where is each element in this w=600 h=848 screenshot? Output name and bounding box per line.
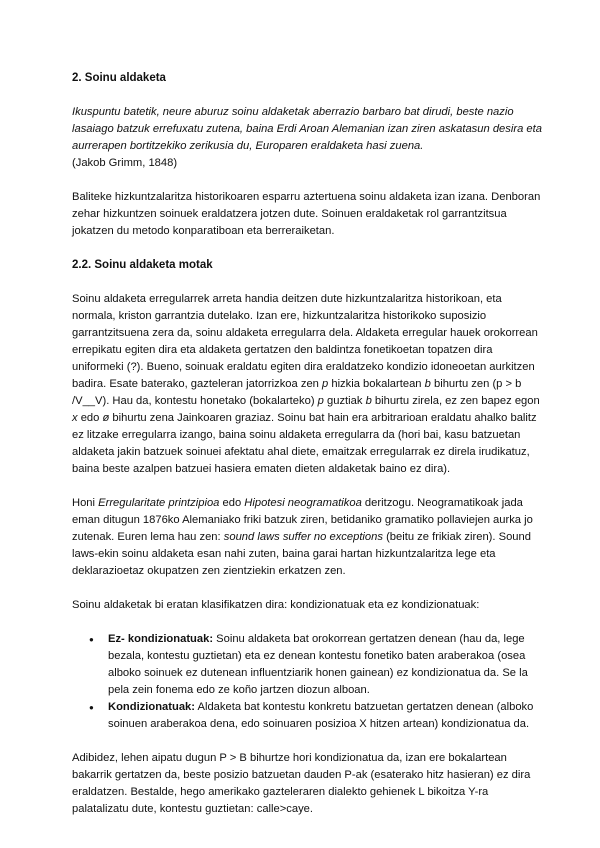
motto: sound laws suffer no exceptions [223,531,383,543]
classification-intro: Soinu aldaketak bi eratan klasifikatzen dira: kondizionatuak eta ez kondizionatuak: [72,599,480,611]
classification-list [72,631,542,733]
neogrammarian-paragraph: Honi Erregularitate printzipioa edo Hipotesi neogramatikoa deritzogu. Neogramatikoak jada eman ditugun 1876ko Alemaniako friki batzuk ziren, betidaniko gramatiko pollaviejen aurka jo zutenak. Euren lema hau zen: sound laws suffer no exceptions (beitu ze frikiak ziren). Sound laws-ekin soinu aldaketa esan nahi zuten, baina garai hartan hizkuntzalaritza lege eta deklarazioetaz okupatzen zen zientziekin erkatzen zen. [72,497,533,577]
list-item-unconditioned: ● Ez- kondizionatuak: Soinu aldaketa bat orokorrean gertatzen denean (hau da, lege bezala, kontestu guztietan) eta ez denean kontestu fonetiko baten araberakoa (osea alboko soinuek ez dutenean influentziarik honen gainean) ez kondizionatua da. Se la pela zein fonema edo ze koño jartzen diozun alboan. [72,631,542,699]
term-regularity-principle: Erregularitate printzipioa [98,497,220,509]
epigraph-attribution: (Jakob Grimm, 1848) [72,157,178,169]
regular-change-paragraph: Soinu aldaketa erregularrek arreta handia deitzen dute hizkuntzalaritza historikoan, eta normala, kriston garrantzia dutelako. Izan ere, hizkuntzalaritza historikoko suposizio garrantzitsuena zera da, soinu aldaketa erregularra dela. Aldaketa erregular hauek orokorrean errepikatu egiten dira eta aldaketa gertatzen den baldintza fonetikoetan topatzen dira uniformeki (?). Bueno, soinuak eraldatu egiten dira eraldatzeko kondizio idoneoetan aurkitzen badira. Esate baterako, gazteleran jatorrizkoa zen p hizkia bokalartean b bihurtu zen (p > b /V__V). Hau da, kontestu honetako (bokalarteko) p guztiak b bihurtu zirela, ez zen bapez egon x edo ø bihurtu zena Jainkoaren graziaz. Soinu bat hain era arbitrarioan eraldatu ahalko balitz ez litzake erregularra izango, baina soinu aldaketa erregularra da (hori bai, kasu batzuetan aldaketa jakin batzuek soinuei afektatu ahal diete, emaitzak erregularrak ez direla irudikatuz, baina beste azalpen batzuei hasiera ematen dieten aldaketak baino ez dira). [72,293,540,475]
document-page [72,70,542,818]
section-title: 2. Soinu aldaketa [72,72,166,84]
example-paragraph: Adibidez, lehen aipatu dugun P > B bihurtze hori kondizionatua da, izan ere bokalartean bakarrik gertatzen da, beste posizio batzuetan dauden P-ak (esaterako hitz hasieran) ez dira eraldatzen. Bestalde, hego amerikako gazteleraren dialekto gehienek L bikoitza Y-ra palatalizatu dute, kontestu guztietan: calle>caye. [72,752,531,815]
epigraph-quote: Ikuspuntu batetik, neure aburuz soinu aldaketak aberrazio barbaro bat dirudi, beste nazio lasaiago batzuk errefuxatu zutena, baina Erdi Aroan Alemanian izan ziren askatasun desira eta aurrerapen bortitzekiko zerikusia du, Europaren eraldaketa hasi zuena. [72,106,542,152]
subsection-title: 2.2. Soinu aldaketa motak [72,259,213,271]
term-neogrammarian-hypothesis: Hipotesi neogramatikoa [244,497,362,509]
list-item-conditioned: ● Kondizionatuak: Aldaketa bat kontestu konkretu batzuetan gertatzen denean (alboko soinuen araberakoa dena, edo soinuaren posizioa X hitzen artean) kondizionatua da. [72,699,542,733]
intro-paragraph: Baliteke hizkuntzalaritza historikoaren esparru aztertuena soinu aldaketa izan izana. Denboran zehar hizkuntzen soinuek eraldatzera jotzen dute. Soinuen eraldaketak rol garrantzitsua jokatzen du metodo konparatiboan eta berreraiketan. [72,191,541,237]
